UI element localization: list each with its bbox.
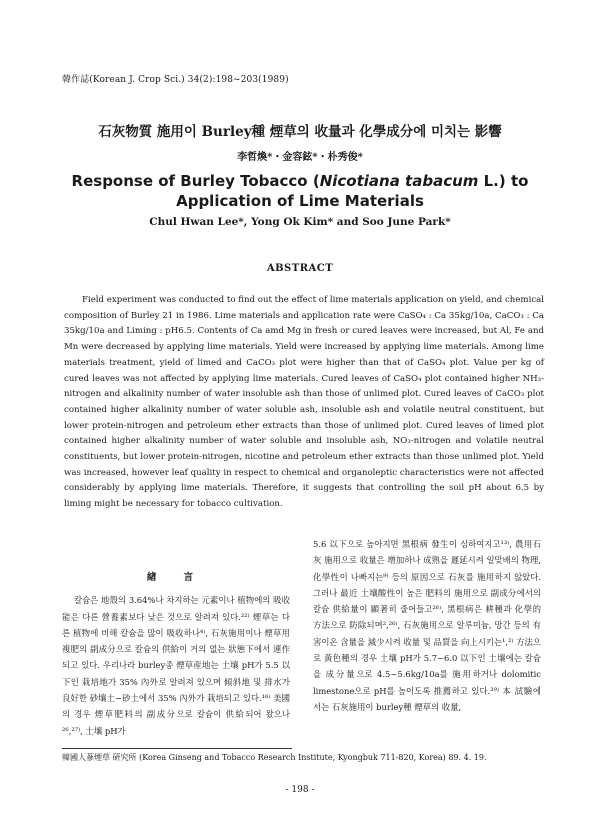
english-title-part1: Response of Burley Tobacco (: [71, 172, 320, 190]
english-authors: Chul Hwan Lee*, Yong Ok Kim* and Soo June Park*: [149, 216, 451, 228]
korean-authors: 李哲煥*・金容鉉*・朴秀俊*: [237, 152, 363, 163]
english-title-species: Nicotiana tabacum: [319, 172, 479, 190]
english-title-line1: [0, 171, 600, 191]
right-column: [313, 536, 541, 715]
left-column: [62, 570, 290, 739]
affiliation-rule: [62, 748, 292, 749]
journal-citation: 韓作誌(Korean J. Crop Sci.) 34(2):198~203(1989): [62, 75, 289, 85]
english-title-line2: Application of Lime Materials: [176, 192, 424, 210]
affiliation-footnote: 韓國人蔘煙草 硏究所 (Korea Ginseng and Tobacco Research Institute, Kyongbuk 711-820, Korea) 89. 4. 19.: [62, 753, 487, 762]
page-number: - 198 -: [285, 785, 315, 795]
korean-title: 石灰物質 施用이 Burley種 煙草의 收量과 化學成分에 미치는 影響: [98, 124, 502, 140]
abstract-paragraph: Field experiment was conducted to find out the effect of lime materials application on yield, and chemical composition of Burley 21 in 1986. Lime materials and application rate were CaSO₄ : Ca 35kg/10a, CaCO₃ : Ca 35kg/10a and Liming : pH6.5. Contents of Ca amd Mg in fresh or cured leaves were increased, but Al, Fe and Mn were decreased by applying lime materials. Yield were increased by applying lime materials. Among lime materials treatment, yield of limed and CaCO₃ plot were higher than that of CaSO₄ plot. Value per kg of cured leaves was not affected by applying lime materials. Cured leaves of CaSO₄ plot contained higher NH₃-nitrogen and alkalinity number of water insoluble ash than those of unlimed plot. Cured leaves of CaCO₃ plot contained higher alkalinity number of water soluble ash, insoluble ash and volatile neutral constituent, but lower protein-nitrogen and petroleum ether extracts than those of unlimed plot. Cured leaves of limed plot contained higher alkalinity number of water soluble and insoluble ash, NO₃-nitrogen and volatile neutral constituents, but lower protein-nitrogen, nicotine and petroleum ether extracts than those unlimed plot. Yield was increased, however leaf quality in respect to chemical and organoleptic characteristics were not affected considerably by applying lime materials. Therefore, it suggests that controlling the soil pH about 6.5 by liming might be necessary for tobacco cultivation.: [64, 295, 544, 510]
abstract-heading: ABSTRACT: [266, 263, 334, 274]
left-column-paragraph: 칼슘은 地殼의 3.64%나 차지하는 元素이나 植物에의 吸收能은 다른 營養素보다 낮은 것으로 알려져 있다.²²⁾ 煙草는 다른 植物에 비해 칼슘을 많이 吸收하나⁴⁾, 石灰施用이나 煙草用複肥의 副成分으로 칼슘의 供給이 거의 없는 狀態下에서 連作되고 있다. 우리나라 burley종 煙草産地는 土壤 pH가 5.5 以下인 栽培地가 35% 內外로 알려져 있으며 傾斜地 및 排水가 良好한 砂壤土~砂土에서 35% 內外가 栽培되고 있다.¹⁶⁾ 美國의 경우 煙草肥料의 副成分으로 칼슘이 供給되어 왔으나 ²⁶,²⁷⁾, 土壤 pH가: [62, 595, 290, 736]
abstract-body: [64, 293, 544, 513]
right-column-paragraph: 5.6 以下으로 높아지면 黑根病 發生이 심하여지고¹³⁾, 農用石灰 施用으로 收量은 增加하나 成熟을 遲延시켜 일맞배의 物理, 化學性이 나빠지는⁹⁾ 등의 原因으로 石灰를 施用하지 않았다. 그러나 最近 土壤酸性이 높은 肥料의 施用으로 副成分에서의 칼슘 供給量이 顯著히 줄어들고²⁶⁾, 黑根病은 耕種과 化學的 方法으로 防除되며²,²⁶⁾, 石灰施用으로 알루미늄, 망간 등의 有害이온 含量을 減少시켜 收量 및 品質을 向上시키는¹,²⁾ 方法으로 黃色種의 경우 土壤 pH가 5.7~6.0 以下인 土壤에는 칼슘을 成分量으로 4.5~5.6kg/10a를 施用하거나 dolomitic limestone으로 pH를 높이도록 推薦하고 있다.²⁹⁾ 本 試驗에서는 石灰施用이 burley種 煙草의 收量,: [313, 539, 541, 712]
english-title-part2: L.) to: [478, 172, 529, 190]
english-title: [0, 171, 600, 211]
introduction-heading: 緖 言: [146, 572, 206, 583]
